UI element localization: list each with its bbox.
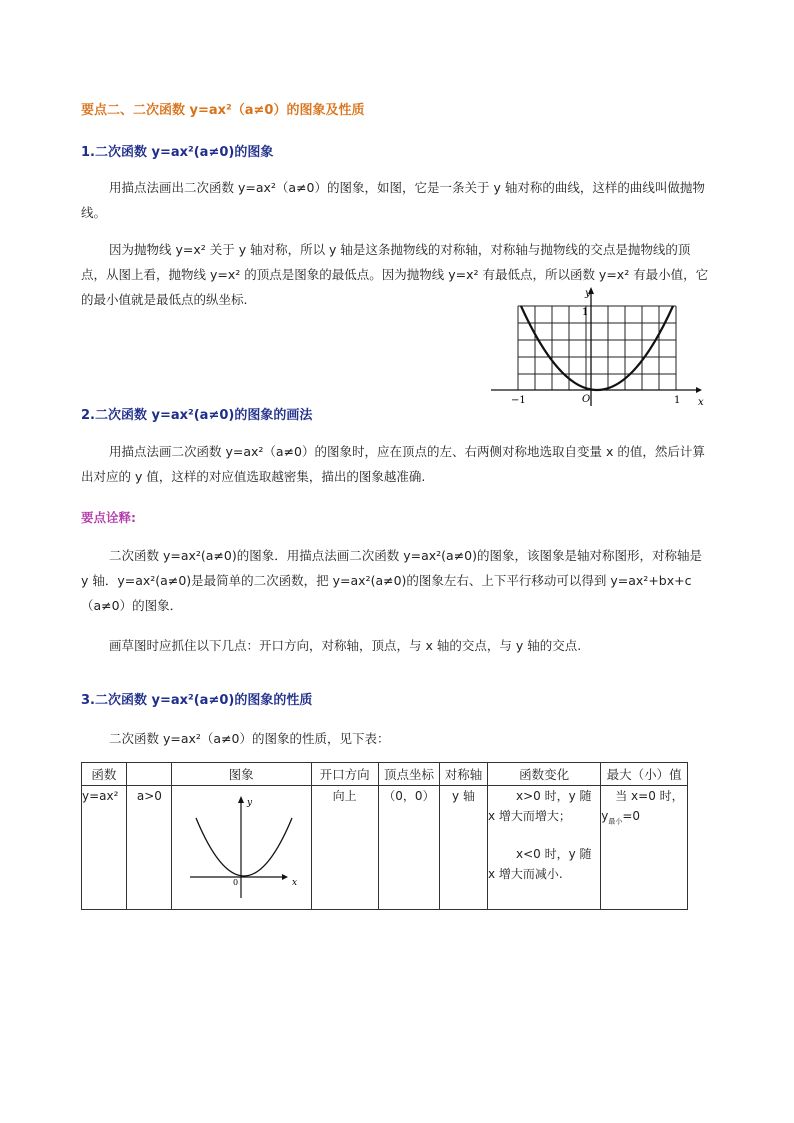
header-change: 函数变化	[487, 763, 600, 786]
section-title: 要点二、二次函数 y=ax²（a≠0）的图象及性质	[81, 103, 365, 118]
note-heading: 要点诠释:	[81, 510, 136, 525]
heading-1: 1.二次函数 y=ax²(a≠0)的图象	[81, 145, 274, 160]
extreme-line-2	[601, 806, 687, 831]
heading-2: 2.二次函数 y=ax²(a≠0)的图象的画法	[81, 408, 313, 423]
parabola-figure	[488, 284, 710, 412]
parabola-curve	[521, 306, 673, 390]
y-axis-label: y	[585, 288, 591, 299]
cell-change	[487, 786, 600, 910]
header-extreme: 最大（小）值	[601, 763, 688, 786]
extreme-line-1: 当 x=0 时，	[615, 789, 684, 803]
header-axis: 对称轴	[440, 763, 488, 786]
heading-3: 3.二次函数 y=ax²(a≠0)的图象的性质	[81, 693, 313, 708]
cell-vertex: （0，0）	[378, 786, 439, 910]
tick-label-top: 1	[582, 307, 589, 318]
change-decreasing: x<0 时，y 随 x 增大而减小.	[487, 847, 592, 881]
header-graph: 图象	[171, 763, 311, 786]
x-axis-label: x	[698, 397, 704, 408]
paragraph-3: 用描点法画二次函数 y=ax²（a≠0）的图象时，应在顶点的左、右两侧对称地选取自变量 x 的值，然后计算出对应的 y 值，这样的对应值选取越密集，描出的图象越准确.	[81, 444, 705, 484]
table-header-row	[82, 763, 688, 786]
tick-label-left: −1	[511, 395, 526, 406]
note-paragraph-1: 二次函数 y=ax²(a≠0)的图象．用描点法画二次函数 y=ax²(a≠0)的图象，该图象是轴对称图形，对称轴是 y 轴．y=ax²(a≠0)是最简单的二次函数，把 y=ax²(a≠0)的图象左右、上下平行移动可以得到 y=ax²+bx+c（a≠0）的图象．	[81, 548, 703, 613]
paragraph-1: 用描点法画出二次函数 y=ax²（a≠0）的图象，如图，它是一条关于 y 轴对称的曲线，这样的曲线叫做抛物线。	[81, 180, 705, 220]
cell-cond: a>0	[126, 786, 171, 910]
header-func: 函数	[82, 763, 127, 786]
cell-graph	[171, 786, 311, 910]
tick-label-right: 1	[674, 395, 681, 406]
small-y-label: y	[246, 798, 252, 808]
paragraph-2: 因为抛物线 y=x² 关于 y 轴对称，所以 y 轴是这条抛物线的对称轴，对称轴与抛物线的交点是抛物线的顶点，从图上看，抛物线 y=x² 的顶点是图象的最低点。因为抛物线 y=x² 有最低点，所以函数 y=x² 有最小值，它的最小值就是最低点的纵坐标.	[81, 242, 709, 307]
header-vertex: 顶点坐标	[378, 763, 439, 786]
table-intro: 二次函数 y=ax²（a≠0）的图象的性质，见下表：	[109, 731, 390, 746]
table-row	[82, 786, 688, 910]
header-empty	[126, 763, 171, 786]
extreme-sub: 最小	[608, 817, 623, 826]
extreme-value: =0	[622, 809, 641, 823]
small-x-label: x	[291, 878, 297, 888]
note-paragraph-2: 画草图时应抓住以下几点：开口方向，对称轴，顶点，与 x 轴的交点，与 y 轴的交点.	[109, 638, 582, 653]
cell-extreme	[601, 786, 688, 910]
cell-open: 向上	[311, 786, 378, 910]
small-parabola-curve	[196, 818, 292, 876]
cell-func: y=ax²	[82, 786, 127, 910]
properties-table	[81, 762, 688, 910]
grid	[518, 306, 676, 390]
origin-label: O	[582, 394, 591, 405]
small-parabola-graph	[172, 786, 308, 906]
small-origin-label: 0	[232, 878, 238, 887]
change-increasing: x>0 时，y 随 x 增大而增大；	[487, 789, 592, 823]
header-open: 开口方向	[311, 763, 378, 786]
cell-axis: y 轴	[440, 786, 488, 910]
extreme-y: y	[601, 809, 609, 823]
